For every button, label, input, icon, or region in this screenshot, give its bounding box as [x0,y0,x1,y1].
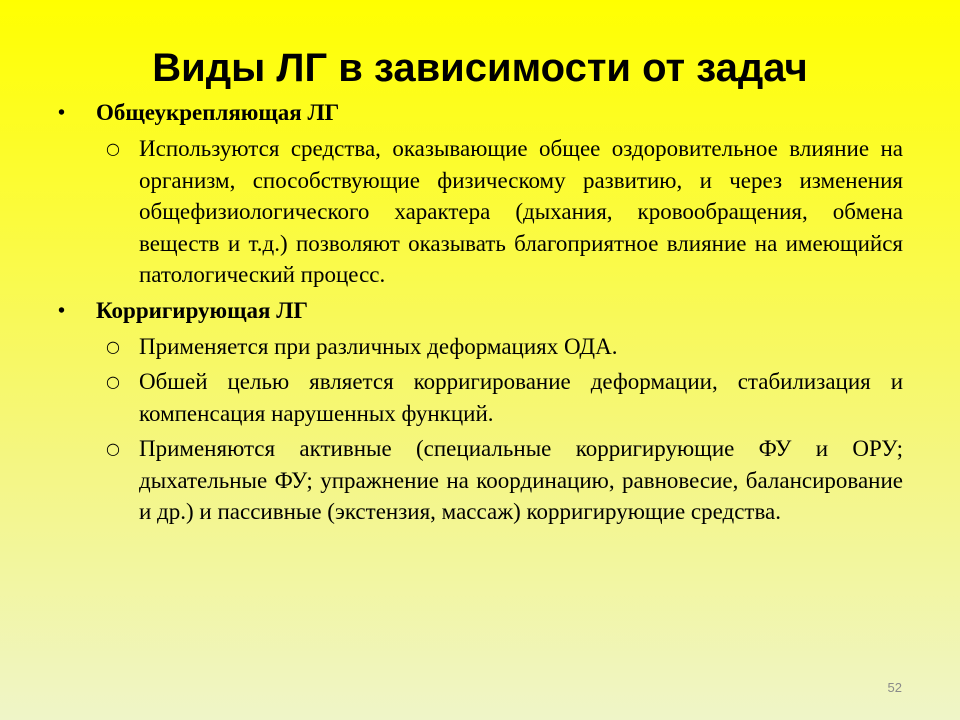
hollow-circle-icon: ○ [106,336,120,356]
hollow-circle-icon: ○ [106,372,120,391]
list-item [58,433,903,528]
page-number: 52 [887,680,902,695]
filled-dot-icon: • [58,102,66,124]
filled-dot-icon: • [58,299,66,322]
section-heading-general [58,97,903,129]
hollow-circle-icon: ○ [106,439,120,458]
slide-content [58,97,903,532]
section-heading-label: Корригирующая ЛГ [96,297,309,323]
section-heading-label: Общеукрепляющая ЛГ [96,100,340,125]
section-heading-corrective [58,295,903,327]
list-item-text: Применяются активные (специальные корригирующие ФУ и ОРУ; дыхательные ФУ; упражнение на координацию, равновесие, балансирование и др.) и пассивные (экстензия, массаж) корригирующие средства. [139,436,903,524]
list-item-text: Используются средства, оказывающие общее оздоровительное влияние на организм, способствующие физическому развитию, и через изменения общефизиологического характера (дыхания, кровообращения, обмена веществ и т.д.) позволяют оказывать благоприятное влияние на имеющийся патологический процесс. [139,136,903,287]
list-item [58,366,903,429]
list-item [58,331,903,363]
list-item-text: Обшей целью является корригирование деформации, стабилизация и компенсация нарушенных функций. [139,369,903,426]
hollow-circle-icon: ○ [106,139,120,158]
list-item [58,133,903,291]
list-item-text: Применяется при различных деформациях ОДА. [139,333,618,359]
slide-title: Виды ЛГ в зависимости от задач [152,46,808,90]
